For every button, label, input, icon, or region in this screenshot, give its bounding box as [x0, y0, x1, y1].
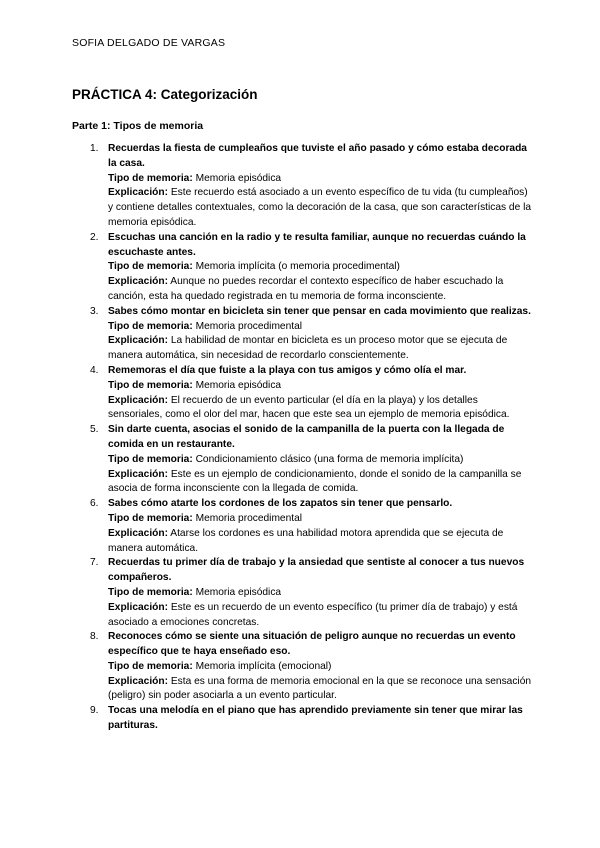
item-number: 4. — [90, 364, 99, 376]
list-item — [72, 630, 532, 704]
explanation-text: La habilidad de montar en bicicleta es un proceso motor que se ejecuta de manera automática, sin necesidad de recordarlo conscientemente. — [108, 335, 508, 362]
item-number: 1. — [90, 143, 99, 154]
explanation-label: Explicación: — [108, 675, 169, 687]
list-item — [72, 364, 532, 423]
explanation-text: Este recuerdo está asociado a un evento específico de tu vida (tu cumpleaños) y contiene detalles contextuales, como la decoración de la casa, que son características de la memoria episódica. — [108, 187, 532, 228]
list-item — [72, 704, 532, 734]
item-question: Recuerdas la fiesta de cumpleaños que tuviste el año pasado y cómo estaba decorada la casa. — [108, 143, 527, 169]
part-heading: Parte 1: Tipos de memoria — [72, 120, 204, 132]
memory-type-row — [108, 320, 532, 335]
memory-type-row — [108, 512, 532, 527]
explanation-row — [108, 527, 532, 557]
type-label: Tipo de memoria: — [108, 172, 193, 184]
item-number: 6. — [90, 498, 99, 510]
type-label: Tipo de memoria: — [108, 453, 193, 465]
memory-type-row — [108, 453, 532, 468]
explanation-text: Este es un recuerdo de un evento específico (tu primer día de trabajo) y está asociado a emociones concretas. — [108, 601, 518, 628]
explanation-row — [108, 275, 532, 305]
explanation-text: Aunque no puedes recordar el contexto específico de haber escuchado la canción, esta ha quedado registrada en tu memoria de forma inconsciente. — [108, 276, 504, 302]
memory-type-value: Memoria procedimental — [195, 320, 303, 332]
explanation-row — [108, 186, 532, 230]
type-label: Tipo de memoria: — [108, 379, 193, 391]
explanation-text: El recuerdo de un evento particular (el día en la playa) y los detalles sensoriales, como el olor del mar, hacen que este sea un ejemplo de memoria episódica. — [108, 394, 510, 421]
memory-type-row — [108, 660, 532, 675]
explanation-text: Este es un ejemplo de condicionamiento, donde el sonido de la campanilla se asocia de forma inconsciente con la llegada de comida. — [108, 468, 522, 495]
memory-type-row — [108, 260, 532, 275]
explanation-row — [108, 468, 532, 498]
explanation-row — [108, 394, 532, 424]
list-item — [72, 305, 532, 364]
memory-type-value: Memoria implícita (emocional) — [195, 660, 332, 672]
type-label: Tipo de memoria: — [108, 586, 193, 598]
explanation-text: Atarse los cordones es una habilidad motora aprendida que se ejecuta de manera automática. — [108, 527, 504, 554]
memory-type-value: Memoria episódica — [195, 379, 282, 391]
type-label: Tipo de memoria: — [108, 261, 193, 273]
item-question: Sabes cómo montar en bicicleta sin tener que pensar en cada movimiento que realizas. — [108, 305, 531, 317]
type-label: Tipo de memoria: — [108, 660, 193, 672]
memory-type-row — [108, 172, 532, 187]
explanation-label: Explicación: — [108, 468, 169, 480]
list-item — [72, 142, 532, 231]
item-question: Recuerdas tu primer día de trabajo y la ansiedad que sentiste al conocer a tus nuevos compañeros. — [108, 557, 525, 584]
list-item — [72, 556, 532, 630]
explanation-label: Explicación: — [108, 187, 169, 199]
item-question: Sin darte cuenta, asocias el sonido de la campanilla de la puerta con la llegada de comida en un restaurante. — [108, 424, 505, 450]
list-item — [72, 497, 532, 556]
explanation-row — [108, 675, 532, 705]
item-question: Sabes cómo atarte los cordones de los zapatos sin tener que pensarlo. — [108, 498, 453, 510]
memory-type-value: Memoria implícita (o memoria procedimental) — [195, 261, 400, 273]
explanation-text: Esta es una forma de memoria emocional en la que se reconoce una sensación (peligro) sin poder asociarla a un evento particular. — [108, 675, 532, 702]
list-item — [72, 423, 532, 497]
list-item — [72, 231, 532, 305]
explanation-label: Explicación: — [108, 276, 169, 288]
page-title: PRÁCTICA 4: Categorización — [72, 87, 258, 102]
explanation-row — [108, 601, 532, 631]
explanation-label: Explicación: — [108, 601, 169, 613]
memory-type-value: Memoria procedimental — [195, 512, 303, 524]
explanation-row — [108, 334, 532, 364]
item-question: Reconoces cómo se siente una situación de peligro aunque no recuerdas un evento específico que te haya enseñado eso. — [108, 631, 516, 658]
explanation-label: Explicación: — [108, 335, 169, 347]
item-number: 8. — [90, 631, 99, 643]
item-question: Rememoras el día que fuiste a la playa con tus amigos y cómo olía el mar. — [108, 364, 467, 376]
item-number: 5. — [90, 424, 99, 436]
item-number: 7. — [90, 557, 99, 569]
explanation-label: Explicación: — [108, 527, 169, 539]
item-number: 3. — [90, 305, 99, 317]
memory-type-value: Memoria episódica — [195, 172, 282, 184]
type-label: Tipo de memoria: — [108, 320, 193, 332]
item-question: Tocas una melodía en el piano que has aprendido previamente sin tener que mirar las partituras. — [108, 705, 523, 732]
type-label: Tipo de memoria: — [108, 512, 193, 524]
document-author: SOFIA DELGADO DE VARGAS — [72, 37, 226, 49]
question-list — [72, 142, 532, 734]
memory-type-value: Memoria episódica — [195, 586, 282, 598]
item-number: 2. — [90, 231, 99, 243]
explanation-label: Explicación: — [108, 394, 169, 406]
item-question: Escuchas una canción en la radio y te resulta familiar, aunque no recuerdas cuándo la escuchaste antes. — [108, 231, 526, 258]
memory-type-value: Condicionamiento clásico (una forma de memoria implícita) — [195, 453, 464, 465]
item-number: 9. — [90, 705, 99, 717]
memory-type-row — [108, 379, 532, 394]
memory-type-row — [108, 586, 532, 601]
